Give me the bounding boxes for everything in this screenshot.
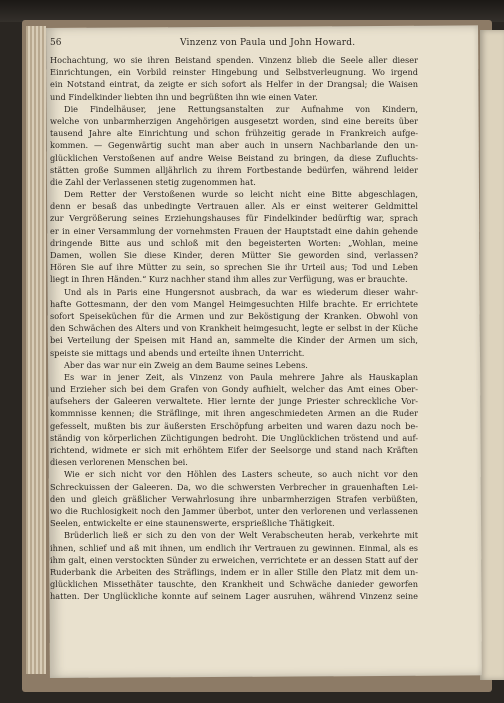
text-line: gefesselt, mußten bis zur äußersten Erschöpfung arbeiten und waren dazu noch be- <box>50 420 418 431</box>
text-line: er in einer Versammlung der vornehmsten Frauen der Hauptstadt eine dahin gehende <box>50 225 418 236</box>
text-line: dringende Bitte aus und schloß mit den begeisterten Worten: „Wohlan, meine <box>50 237 418 248</box>
text-line: den und gleich gräßlicher Verwahrlosung ihre unbarmherzigen Strafen verbüßten, <box>50 493 418 504</box>
text-line: glücklichen Verstoßenen auf andre Weise Beistand zu bringen, da diese Zufluchts- <box>50 152 418 163</box>
text-line: aufsehers der Galeeren verwaltete. Hier lernte der junge Priester schreckliche Vor- <box>50 396 418 407</box>
text-line: richtend, widmete er sich mit erhöhtem Eifer der Seelsorge und stand nach Kräften <box>50 445 418 455</box>
text-line: speiste sie mittags und abends und erteilte ihnen Unterricht. <box>50 347 305 358</box>
running-title: Vinzenz von Paula und John Howard. <box>180 38 356 48</box>
text-line: Ruderbank die Arbeiten des Sträflings, indem er in aller Stille den Platz mit dem un- <box>50 566 418 577</box>
text-line: Damen, wollen Sie diese Kinder, deren Mütter Sie geworden sind, verlassen? <box>50 250 418 260</box>
text-line: Schreckuissen der Galeeren. Da, wo die schwersten Verbrecher in grauenhaften Lei- <box>50 481 418 492</box>
body-text <box>50 54 418 602</box>
text-line: Es war in jener Zeit, als Vinzenz von Paula mehrere Jahre als Hauskaplan <box>64 371 418 382</box>
text-line: diesen verlorenen Menschen bei. <box>50 457 188 468</box>
facing-page-edge <box>480 30 504 680</box>
text-line: sofort Speiseküchen für die Armen und zur Beköstigung der Kranken. Obwohl von <box>50 310 418 321</box>
text-line: Dem Retter der Verstoßenen wurde so leicht nicht eine Bitte abgeschlagen, <box>64 189 418 200</box>
text-line: bei Verteilung der Speisen mit Hand an, sammelte die Kinder der Armen um sich, <box>50 335 418 346</box>
text-line: die Zahl der Verlassenen stetig zugenommen hat. <box>50 176 256 187</box>
page-number: 56 <box>50 38 62 48</box>
text-line: Seelen, entwickelte er eine staunenswerte, ersprießliche Thätigkeit. <box>50 518 335 529</box>
text-line: hatten. Der Unglückliche konnte auf seinem Lager ausruhen, während Vinzenz seine <box>50 591 418 602</box>
text-line: den Schwächen des Alters und von Krankheit heimgesucht, legte er selbst in der Küche <box>50 323 418 334</box>
text-line: ein Notstand eintrat, da zeigte er sich sofort als Helfer in der Drangsal; die Waisen <box>50 79 418 90</box>
text-line: Wie er sich nicht vor den Höhlen des Lasters scheute, so auch nicht vor den <box>64 469 418 480</box>
text-line: ständig von körperlichen Züchtigungen bedroht. Die Unglücklichen tröstend und auf- <box>50 432 418 443</box>
text-line: hafte Gottesmann, der den vom Mangel Heimgesuchten Hilfe brachte. Er errichtete <box>50 298 418 309</box>
text-line: und Findelkinder liebten ihn und begrüßten ihn wie einen Vater. <box>50 91 318 102</box>
text-line: Hochachtung, wo sie ihren Beistand spenden. Vinzenz blieb die Seele aller dieser <box>50 55 418 65</box>
text-line: Aber das war nur ein Zweig an dem Baume seines Lebens. <box>64 359 308 370</box>
text-line: kommen. — Gegenwärtig sucht man aber auch in unsern Nachbarlande den un- <box>50 140 418 151</box>
text-line: welche von unbarmherzigen Angehörigen ausgesetzt worden, sind eine bereits über <box>50 115 418 126</box>
page-edges <box>26 26 46 674</box>
text-line: Einrichtungen, ein Vorbild reinster Hingebung und Selbstverleugnung. Wo irgend <box>50 67 418 78</box>
text-line: und Erzieher sich bei dem Grafen von Gondy aufhielt, welcher das Amt eines Ober- <box>50 384 418 395</box>
text-line: wo die Ruchlosigkeit noch den Jammer überbot, unter den verlorenen und verlassenen <box>50 505 418 516</box>
text-line: liegt in Ihren Händen.“ Kurz nachher stand ihm alles zur Verfügung, was er brauchte. <box>50 274 408 285</box>
text-line: denn er besaß das unbedingte Vertrauen aller. Als er einst weiterer Geldmittel <box>50 201 418 212</box>
text-line: ihnen, schlief und aß mit ihnen, um endlich ihr Vertrauen zu gewinnen. Einmal, als es <box>50 542 418 553</box>
text-line: Und als in Paris eine Hungersnot ausbrach, da war es wiederum dieser wahr- <box>64 286 418 297</box>
text-line: stätten große Summen alljährlich zu ihrem Fortbestande bedürfen, während leider <box>50 164 418 175</box>
text-line: Die Findelhäuser, jene Rettungsanstalten zur Aufnahme von Kindern, <box>64 103 418 114</box>
book-spine-top <box>0 0 504 22</box>
text-line: glücklichen Missethäter tauschte, den Krankheit und Schwäche danieder geworfen <box>50 579 418 590</box>
text-line: zur Vergrößerung seines Erziehungshauses für Findelkinder bedürftig war, sprach <box>50 213 418 224</box>
text-line: Brüderlich ließ er sich zu den von der Welt Verabscheuten herab, verkehrte mit <box>64 530 418 541</box>
text-line: tausend Jahre alte Einrichtung und schon frühzeitig gerade in Frankreich aufge- <box>50 128 418 139</box>
text-line: ihm galt, einen verstockten Sünder zu erweichen, verrichtete er an dessen Statt auf der <box>50 554 418 565</box>
text-line: Hören Sie auf ihre Mütter zu sein, so sprechen Sie ihr Urteil aus; Tod und Leben <box>50 262 418 273</box>
text-line: kommnisse kennen; die Sträflinge, mit ihren angeschmiedeten Armen an die Ruder <box>50 408 418 419</box>
